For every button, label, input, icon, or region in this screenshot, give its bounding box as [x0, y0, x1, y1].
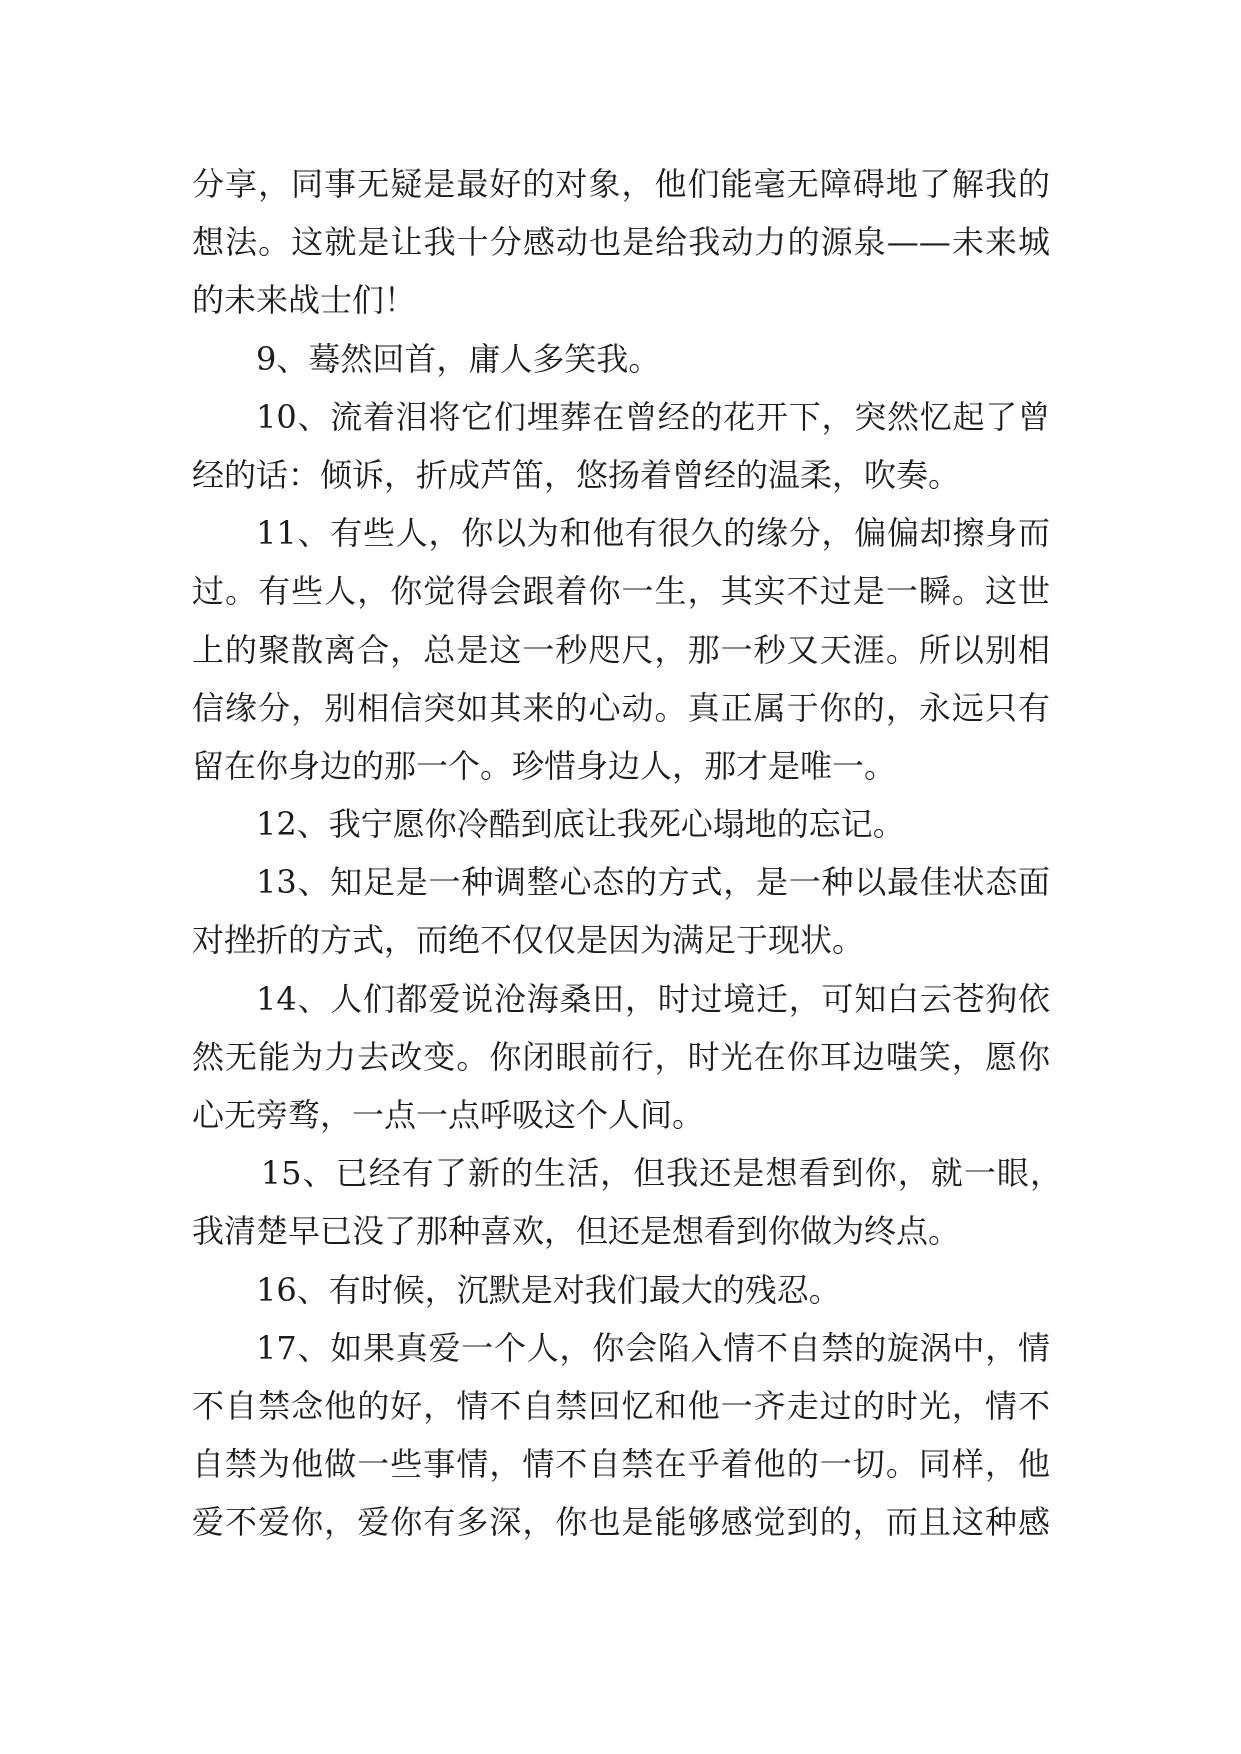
paragraph [192, 1261, 1050, 1319]
text-line: 想法。这就是让我十分感动也是给我动力的源泉——未来城 [192, 223, 1050, 262]
text-line: 分享，同事无疑是最好的对象，他们能毫无障碍地了解我的 [192, 165, 1050, 203]
text-line: 过。有些人，你觉得会跟着你一生，其实不过是一瞬。这世 [192, 572, 1050, 611]
paragraph [192, 853, 1050, 969]
paragraph [192, 155, 1050, 330]
text-line: 对挫折的方式，而绝不仅仅是因为满足于现状。 [192, 921, 865, 960]
text-line: 15、已经有了新的生活，但我还是想看到你，就一眼， [260, 1154, 1062, 1193]
text-line: 10、流着泪将它们埋葬在曾经的花开下，突然忆起了曾 [256, 397, 1050, 436]
text-line: 上的聚散离合，总是这一秒咫尺，那一秒又天涯。所以别相 [192, 630, 1050, 669]
paragraph [192, 1319, 1050, 1552]
text-line: 留在你身边的那一个。珍惜身边人，那才是唯一。 [192, 746, 897, 785]
text-line: 16、有时候，沉默是对我们最大的残忍。 [256, 1270, 841, 1309]
paragraph [192, 970, 1050, 1145]
text-line: 9、蓦然回首，庸人多笑我。 [256, 339, 661, 378]
text-line: 的未来战士们！ [192, 281, 417, 320]
text-line: 13、知足是一种调整心态的方式，是一种以最佳状态面 [256, 863, 1050, 902]
paragraph [192, 388, 1050, 504]
text-line: 12、我宁愿你冷酷到底让我死心塌地的忘记。 [256, 805, 905, 844]
text-line: 爱不爱你，爱你有多深，你也是能够感觉到的，而且这种感 [192, 1503, 1050, 1542]
text-line: 我清楚早已没了那种喜欢，但还是想看到你做为终点。 [192, 1212, 961, 1251]
paragraph [192, 504, 1050, 795]
text-line: 17、如果真爱一个人，你会陷入情不自禁的旋涡中，情 [256, 1328, 1050, 1367]
text-line: 14、人们都爱说沧海桑田，时过境迁，可知白云苍狗依 [256, 979, 1050, 1018]
paragraph [192, 330, 1050, 388]
text-line: 然无能为力去改变。你闭眼前行，时光在你耳边嗤笑，愿你 [192, 1037, 1050, 1076]
text-body [192, 155, 1062, 1552]
text-line: 自禁为他做一些事情，情不自禁在乎着他的一切。同样，他 [192, 1445, 1050, 1484]
paragraph [192, 1144, 1062, 1260]
text-line: 11、有些人，你以为和他有很久的缘分，偏偏却擦身而 [256, 514, 1050, 553]
text-line: 经的话：倾诉，折成芦笛，悠扬着曾经的温柔，吹奏。 [192, 455, 961, 494]
text-line: 信缘分，别相信突如其来的心动。真正属于你的，永远只有 [192, 688, 1050, 727]
paragraph [192, 795, 1050, 853]
text-line: 心无旁骛，一点一点呼吸这个人间。 [192, 1096, 705, 1134]
text-line: 不自禁念他的好，情不自禁回忆和他一齐走过的时光，情不 [192, 1386, 1050, 1425]
